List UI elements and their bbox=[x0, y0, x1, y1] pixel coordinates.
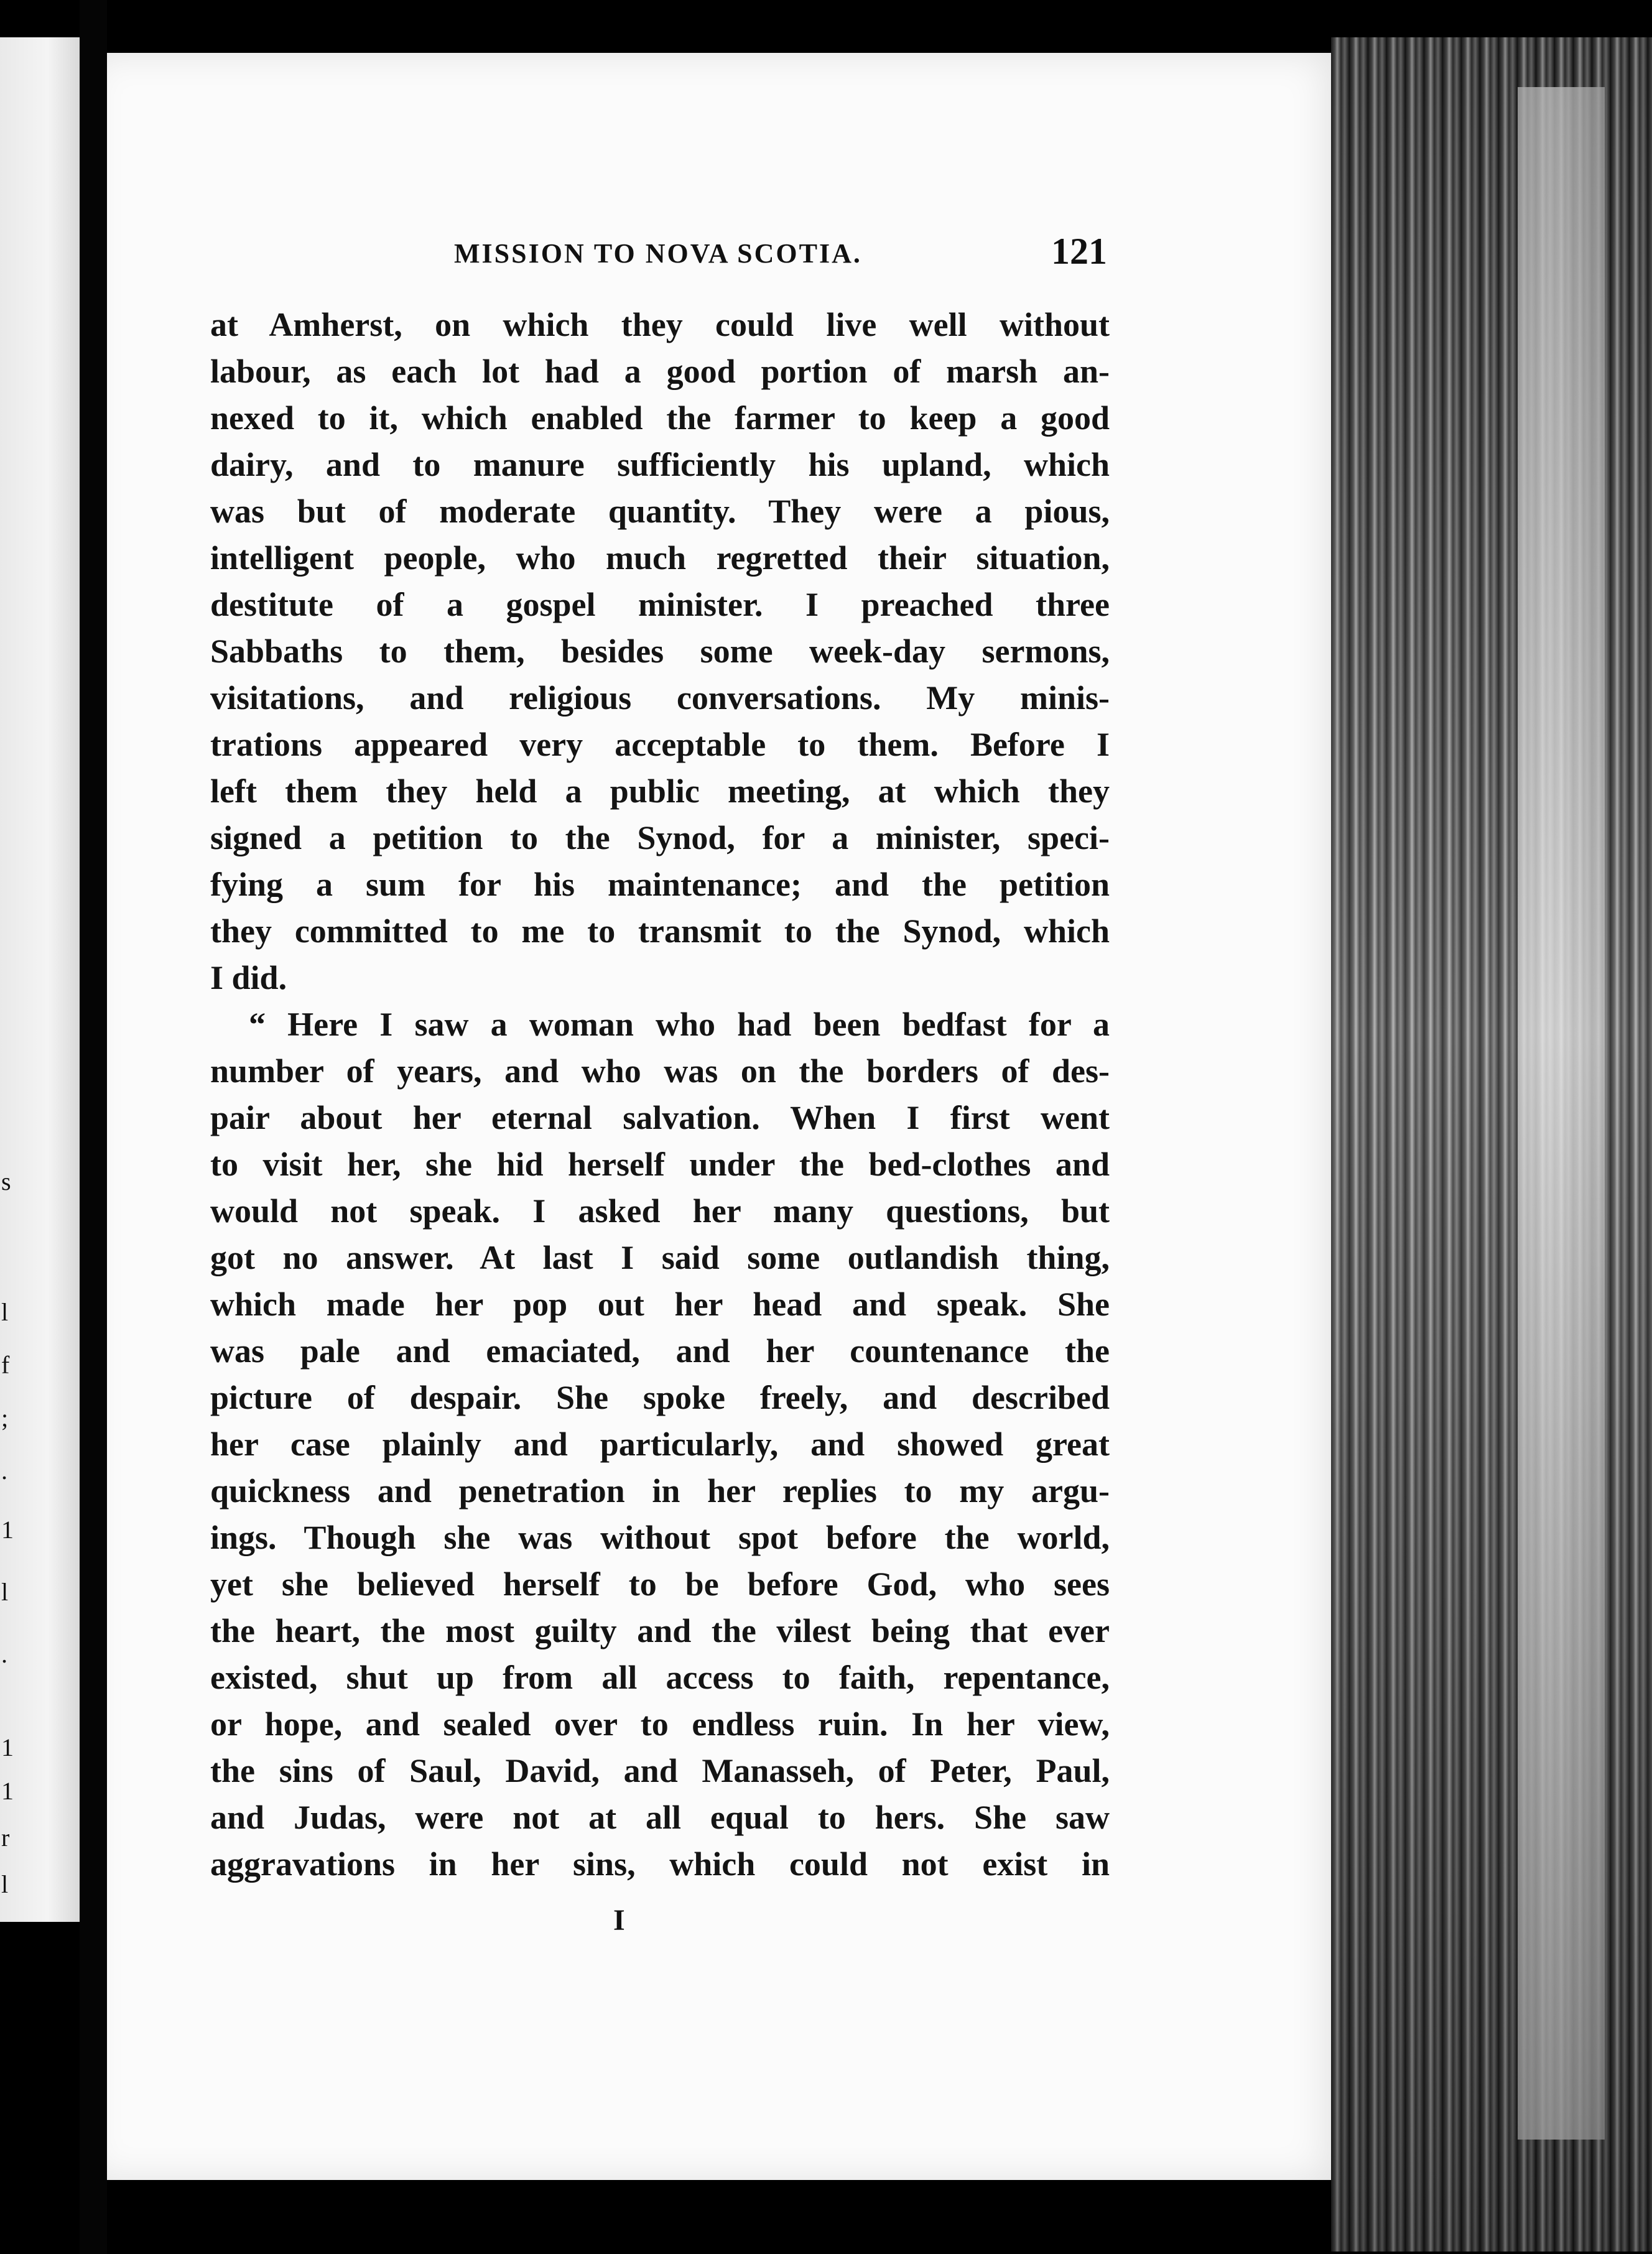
text-line: yet she believed herself to be before God, who sees bbox=[210, 1565, 1110, 1603]
facing-page-fragment: s bbox=[1, 1167, 11, 1195]
text-line: aggravations in her sins, which could not exist in bbox=[210, 1845, 1110, 1883]
text-line: nexed to it, which enabled the farmer to keep a good bbox=[210, 399, 1110, 437]
text-line: quickness and penetration in her replies to my argu- bbox=[210, 1472, 1110, 1510]
text-line: intelligent people, who much regretted their situation, bbox=[210, 539, 1110, 577]
facing-page-fragment: . bbox=[1, 1457, 7, 1485]
text-line: I did. bbox=[210, 959, 287, 996]
page-header bbox=[211, 230, 1107, 280]
text-line: left them they held a public meeting, at which they bbox=[210, 772, 1110, 810]
facing-page-fragment: 1 bbox=[1, 1733, 14, 1761]
text-line: got no answer. At last I said some outlandish thing, bbox=[210, 1239, 1110, 1276]
text-line: would not speak. I asked her many questions, but bbox=[210, 1192, 1110, 1230]
text-line: at Amherst, on which they could live well without bbox=[210, 306, 1110, 343]
facing-page-edge bbox=[0, 37, 80, 1922]
text-line: labour, as each lot had a good portion of marsh an- bbox=[210, 353, 1110, 390]
text-line: signed a petition to the Synod, for a minister, speci- bbox=[210, 819, 1110, 856]
text-line: dairy, and to manure sufficiently his upland, which bbox=[210, 446, 1110, 483]
facing-page-fragment: l bbox=[1, 1870, 9, 1898]
signature-mark: I bbox=[613, 1904, 625, 1937]
facing-page-fragment: f bbox=[1, 1351, 10, 1379]
facing-page-text-fragments bbox=[0, 37, 15, 1922]
facing-page-fragment: r bbox=[1, 1824, 10, 1852]
text-line: or hope, and sealed over to endless ruin. In her view, bbox=[210, 1705, 1110, 1743]
text-line: the heart, the most guilty and the vilest being that ever bbox=[210, 1612, 1110, 1649]
text-line: the sins of Saul, David, and Manasseh, of Peter, Paul, bbox=[210, 1752, 1110, 1789]
text-line: destitute of a gospel minister. I preached three bbox=[210, 586, 1110, 623]
facing-page-fragment: ; bbox=[1, 1404, 9, 1432]
page-number: 121 bbox=[1051, 231, 1107, 272]
text-line: fying a sum for his maintenance; and the petition bbox=[210, 866, 1110, 903]
text-line: to visit her, she hid herself under the bed-clothes and bbox=[210, 1146, 1110, 1183]
facing-page-fragment: . bbox=[1, 1640, 7, 1668]
facing-page-fragment: 1 bbox=[1, 1516, 14, 1544]
text-line: visitations, and religious conversations. My minis- bbox=[210, 679, 1110, 717]
text-line: number of years, and who was on the borders of des- bbox=[210, 1052, 1110, 1090]
text-line: was pale and emaciated, and her countenance the bbox=[210, 1332, 1110, 1370]
text-line: ings. Though she was without spot before the world, bbox=[210, 1519, 1110, 1556]
text-line: existed, shut up from all access to faith, repentance, bbox=[210, 1659, 1110, 1696]
text-line: and Judas, were not at all equal to hers. She saw bbox=[210, 1799, 1110, 1836]
facing-page-fragment: l bbox=[1, 1298, 9, 1326]
text-line: picture of despair. She spoke freely, and described bbox=[210, 1379, 1110, 1416]
body-text bbox=[210, 302, 1110, 1888]
running-head: MISSION TO NOVA SCOTIA. bbox=[454, 238, 862, 269]
page-stack-shadow bbox=[1331, 37, 1652, 2252]
text-line: which made her pop out her head and speak. She bbox=[210, 1286, 1110, 1323]
text-line: was but of moderate quantity. They were a pious, bbox=[210, 493, 1110, 530]
facing-page-fragment: l bbox=[1, 1578, 9, 1606]
text-line: they committed to me to transmit to the Synod, which bbox=[210, 912, 1110, 950]
facing-page-fragment: 1 bbox=[1, 1777, 14, 1805]
text-line: trations appeared very acceptable to them. Before I bbox=[210, 726, 1110, 763]
text-line: “ Here I saw a woman who had been bedfast for a bbox=[249, 1006, 1110, 1043]
text-line: her case plainly and particularly, and showed great bbox=[210, 1426, 1110, 1463]
text-line: Sabbaths to them, besides some week-day sermons, bbox=[210, 633, 1110, 670]
book-gutter bbox=[80, 0, 107, 2254]
text-line: pair about her eternal salvation. When I first went bbox=[210, 1099, 1110, 1136]
